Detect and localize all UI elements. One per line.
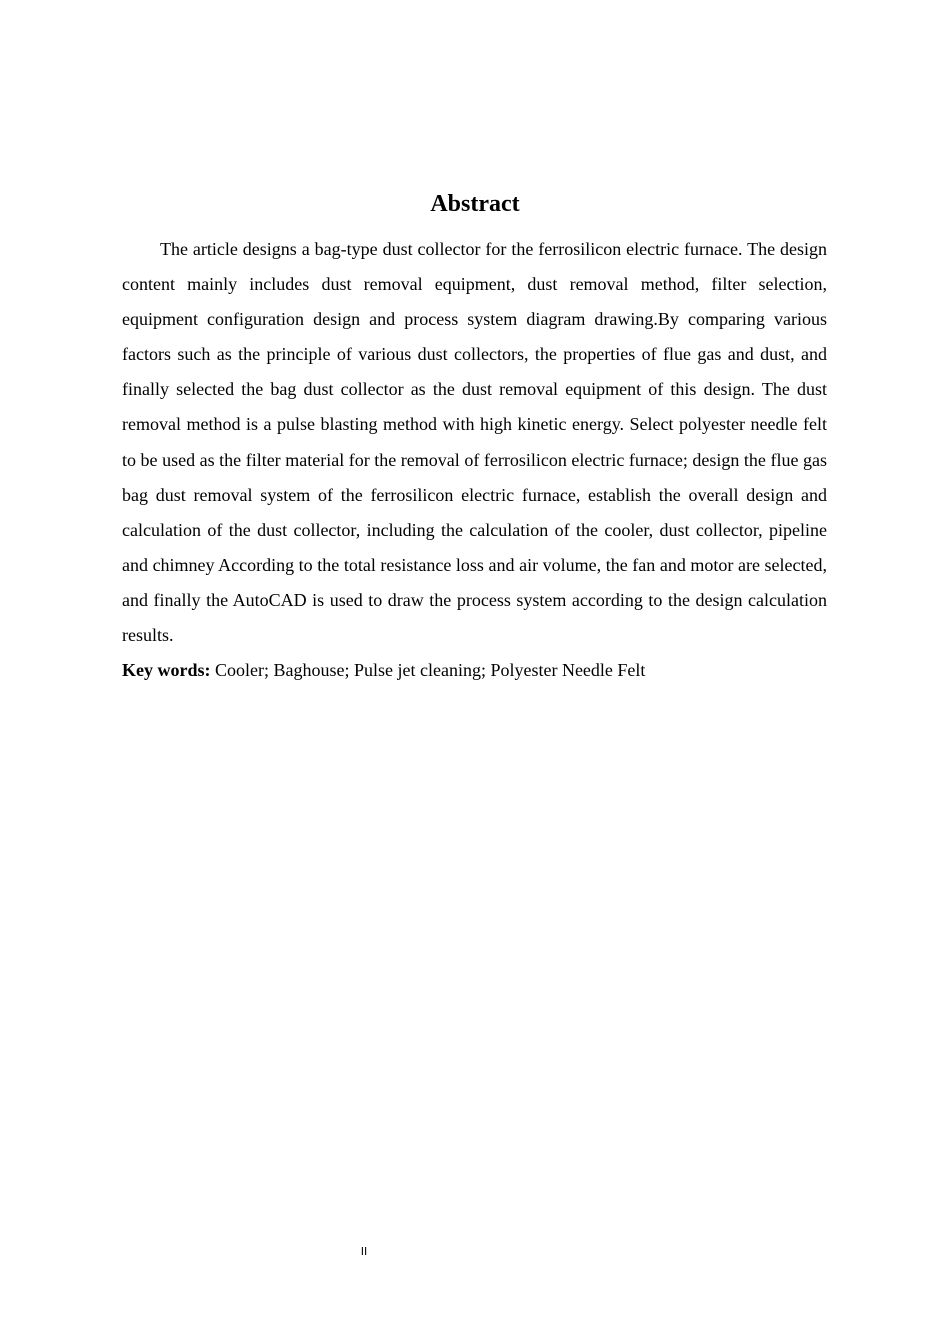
abstract-title: Abstract [430,191,520,217]
keywords-line [122,653,827,688]
keywords-label: Key words: [122,660,211,680]
abstract-body: The article designs a bag-type dust collector for the ferrosilicon electric furnace. The design content mainly includes dust removal equipment, dust removal method, filter selection, equipment configuration design and process system diagram drawing.By comparing various factors such as the principle of various dust collectors, the properties of flue gas and dust, and finally selected the bag dust collector as the dust removal equipment of this design. The dust removal method is a pulse blasting method with high kinetic energy. Select polyester needle felt to be used as the filter material for the removal of ferrosilicon electric furnace; design the flue gas bag dust removal system of the ferrosilicon electric furnace, establish the overall design and calculation of the dust collector, including the calculation of the cooler, dust collector, pipeline and chimney According to the total resistance loss and air volume, the fan and motor are selected, and finally the AutoCAD is used to draw the process system according to the design calculation results. [122,239,827,646]
page-number: II [360,1245,368,1258]
keywords-list: Cooler; Baghouse; Pulse jet cleaning; Polyester Needle Felt [210,660,646,680]
